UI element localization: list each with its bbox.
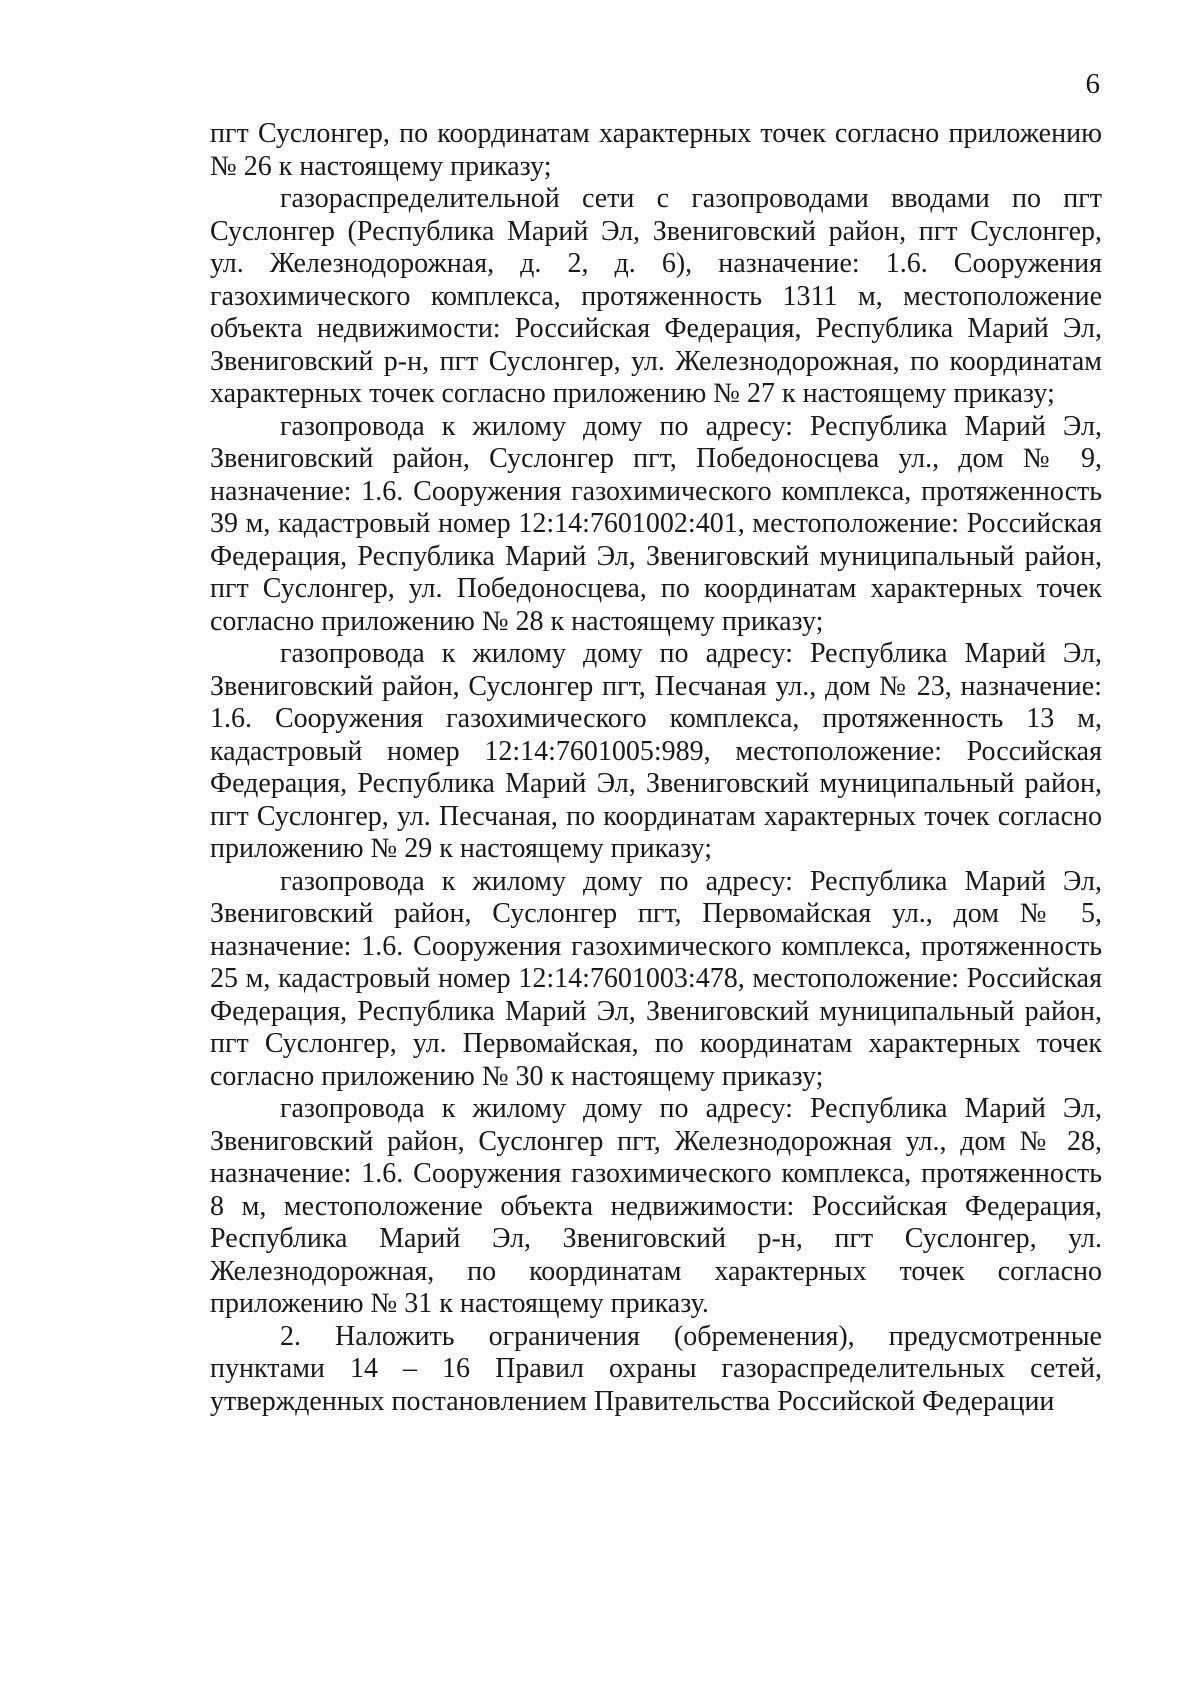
page-number: 6 <box>1085 68 1100 100</box>
paragraph-item-2: 2. Наложить ограничения (обременения), предусмотренные пунктами 14 – 16 Правил охраны газораспределительных сетей, утвержденных постановлением Правительства Российской Федерации <box>210 1320 1102 1417</box>
paragraph-pobedonostseva: газопровода к жилому дому по адресу: Республика Марий Эл, Звениговский район, Суслонгер пгт, Победоносцева ул., дом № 9, назначение: 1.6. Сооружения газохимического комплекса, протяженность 39 м, кадастровый номер 12:14:7601002:401, местоположение: Российская Федерация, Республика Марий Эл, Звениговский муниципальный район, пгт Суслонгер, ул. Победоносцева, по координатам характерных точек согласно приложению № 28 к настоящему приказу; <box>210 410 1102 637</box>
paragraph-continuation: пгт Суслонгер, по координатам характерных точек согласно приложению № 26 к настоящему приказу; <box>210 118 1102 182</box>
document-body <box>210 118 1102 1418</box>
paragraph-pervomayskaya: газопровода к жилому дому по адресу: Республика Марий Эл, Звениговский район, Суслонгер пгт, Первомайская ул., дом № 5, назначение: 1.6. Сооружения газохимического комплекса, протяженность 25 м, кадастровый номер 12:14:7601003:478, местоположение: Российская Федерация, Республика Марий Эл, Звениговский муниципальный район, пгт Суслонгер, ул. Первомайская, по координатам характерных точек согласно приложению № 30 к настоящему приказу; <box>210 865 1102 1092</box>
paragraph-gas-network: газораспределительной сети с газопроводами вводами по пгт Суслонгер (Республика Марий Эл, Звениговский район, пгт Суслонгер, ул. Железнодорожная, д. 2, д. 6), назначение: 1.6. Сооружения газохимического комплекса, протяженность 1311 м, местоположение объекта недвижимости: Российская Федерация, Республика Марий Эл, Звениговский р-н, пгт Суслонгер, ул. Железнодорожная, по координатам характерных точек согласно приложению № 27 к настоящему приказу; <box>210 183 1102 409</box>
paragraph-zheleznodorozhnaya: газопровода к жилому дому по адресу: Республика Марий Эл, Звениговский район, Суслонгер пгт, Железнодорожная ул., дом № 28, назначение: 1.6. Сооружения газохимического комплекса, протяженность 8 м, местоположение объекта недвижимости: Российская Федерация, Республика Марий Эл, Звениговский р-н, пгт Суслонгер, ул. Железнодорожная, по координатам характерных точек согласно приложению № 31 к настоящему приказу. <box>210 1093 1102 1319</box>
paragraph-peschanaya: газопровода к жилому дому по адресу: Республика Марий Эл, Звениговский район, Суслонгер пгт, Песчаная ул., дом № 23, назначение: 1.6. Сооружения газохимического комплекса, протяженность 13 м, кадастровый номер 12:14:7601005:989, местоположение: Российская Федерация, Республика Марий Эл, Звениговский муниципальный район, пгт Суслонгер, ул. Песчаная, по координатам характерных точек согласно приложению № 29 к настоящему приказу; <box>210 638 1102 864</box>
